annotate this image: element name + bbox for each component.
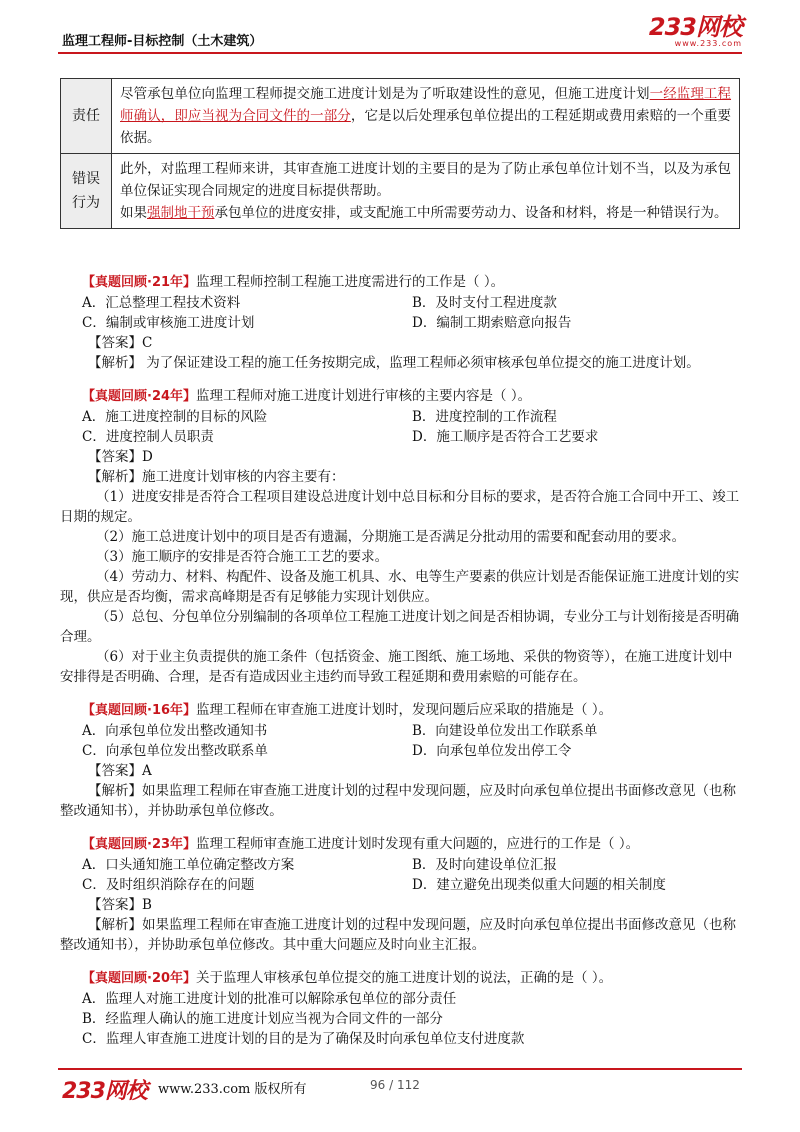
options xyxy=(82,293,742,333)
question-stem xyxy=(82,700,742,721)
stem-text: 监理工程师在审查施工进度计划时，发现问题后应采取的措施是（ ）。 xyxy=(196,702,613,718)
row-label: 责任 xyxy=(61,79,112,154)
responsibility-table xyxy=(60,78,740,229)
stem-text: 监理工程师对施工进度计划进行审核的主要内容是（ ）。 xyxy=(196,388,532,404)
options xyxy=(82,721,742,761)
analysis-point: （6）对于业主负责提供的施工条件（包括资金、施工图纸、施工场地、采供的物资等），在施工进度计划中安排得是否明确、合理，是否有造成因业主违约而导致工程延期和费用索赔的可能存在。 xyxy=(60,649,733,685)
logo-text: 233网校 xyxy=(648,13,742,41)
table-row xyxy=(61,154,740,229)
option-c: C．向承包单位发出整改联系单 xyxy=(82,743,268,759)
question-block xyxy=(60,834,742,955)
analysis-point: （4）劳动力、材料、构配件、设备及施工机具、水、电等生产要素的供应计划是否能保证施工进度计划的实现，供应是否均衡，需求高峰期是否有足够能力实现计划供应。 xyxy=(60,569,740,605)
question-stem xyxy=(82,834,742,855)
row-label xyxy=(61,154,112,229)
analysis-point: （5）总包、分包单位分别编制的各项单位工程施工进度计划之间是否相协调，专业分工与计划衔接是否明确合理。 xyxy=(60,609,740,645)
answer: 【答案】C xyxy=(88,335,153,351)
stem-text: 监理工程师审查施工进度计划时发现有重大问题的，应进行的工作是（ ）。 xyxy=(196,836,640,852)
question-stem xyxy=(82,272,742,293)
paragraph: 此外，对监理工程师来讲，其审查施工进度计划的主要目的是为了防止承包单位计划不当，以及为承包单位保证实现合同规定的进度目标提供帮助。 xyxy=(120,161,731,199)
option-d: D．建立避免出现类似重大问题的相关制度 xyxy=(412,877,666,893)
row-text xyxy=(112,154,740,229)
highlight-text: 一经监理工程师确认，即应当视为合同文件的一部分 xyxy=(120,86,732,124)
analysis-point: （3）施工顺序的安排是否符合施工工艺的要求。 xyxy=(96,549,389,565)
option-d: D．施工顺序是否符合工艺要求 xyxy=(412,429,599,445)
question-block xyxy=(82,968,742,1049)
option-b: B．及时支付工程进度款 xyxy=(412,295,557,311)
option-d: D．编制工期索赔意向报告 xyxy=(412,315,572,331)
answer: 【答案】A xyxy=(88,763,152,779)
option-b: B．经监理人确认的施工进度计划应当视为合同文件的一部分 xyxy=(82,1011,443,1027)
analysis: 【解析】 为了保证建设工程的施工任务按期完成，监理工程师必须审核承包单位提交的施工进度计划。 xyxy=(88,355,700,371)
options xyxy=(82,855,742,895)
brand-logo xyxy=(648,13,742,48)
option-b: B．进度控制的工作流程 xyxy=(412,409,557,425)
question-tag: 【真题回顾·24年】 xyxy=(82,389,197,404)
option-c: C．进度控制人员职责 xyxy=(82,429,214,445)
question-block xyxy=(60,386,742,687)
option-a: A．向承包单位发出整改通知书 xyxy=(82,723,268,739)
table-row xyxy=(61,79,740,154)
document-title: 监理工程师-目标控制（土木建筑） xyxy=(62,34,263,49)
option-a: A．汇总整理工程技术资料 xyxy=(82,295,241,311)
row-text xyxy=(112,79,740,154)
question-stem xyxy=(82,386,742,407)
text-segment: 承包单位的进度安排，或支配施工中所需要劳动力、设备和材料，将是一种错误行为。 xyxy=(214,205,728,221)
option-b: B．向建设单位发出工作联系单 xyxy=(412,723,598,739)
analysis: 【解析】如果监理工程师在审查施工进度计划的过程中发现问题，应及时向承包单位提出书面修改意见（也称整改通知书），并协助承包单位修改。其中重大问题应及时向业主汇报。 xyxy=(60,917,736,953)
option-b: B．及时向建设单位汇报 xyxy=(412,857,557,873)
question-tag: 【真题回顾·16年】 xyxy=(82,703,197,718)
stem-text: 关于监理人审核承包单位提交的施工进度计划的说法，正确的是（ ）。 xyxy=(196,970,613,986)
question-tag: 【真题回顾·20年】 xyxy=(82,971,197,986)
highlight-text: 强制地干预 xyxy=(147,205,215,221)
option-a: A．监理人对施工进度计划的批准可以解除承包单位的部分责任 xyxy=(82,991,457,1007)
page-number: 96 / 112 xyxy=(370,1078,420,1092)
label-line: 错误 xyxy=(72,171,100,187)
option-d: D．向承包单位发出停工令 xyxy=(412,743,572,759)
text-segment: 如果 xyxy=(120,205,147,221)
analysis: 【解析】如果监理工程师在审查施工进度计划的过程中发现问题，应及时向承包单位提出书面修改意见（也称整改通知书），并协助承包单位修改。 xyxy=(60,783,736,819)
analysis-point: （1）进度安排是否符合工程项目建设总进度计划中总目标和分目标的要求，是否符合施工合同中开工、竣工日期的规定。 xyxy=(60,489,740,525)
analysis: 【解析】施工进度计划审核的内容主要有： xyxy=(88,469,345,485)
answer: 【答案】D xyxy=(88,449,153,465)
question-tag: 【真题回顾·23年】 xyxy=(82,837,197,852)
question-block xyxy=(82,272,742,373)
analysis-point: （2）施工总进度计划中的项目是否有遗漏，分期施工是否满足分批动用的需要和配套动用的要求。 xyxy=(96,529,686,545)
paragraph xyxy=(120,202,731,224)
stem-text: 监理工程师控制工程施工进度需进行的工作是（ ）。 xyxy=(196,274,505,290)
footer-logo: 233网校 xyxy=(62,1079,147,1104)
logo-url: www.233.com xyxy=(674,39,742,48)
options xyxy=(82,407,742,447)
question-block xyxy=(60,700,742,821)
option-a: A．施工进度控制的目标的风险 xyxy=(82,409,268,425)
question-stem xyxy=(82,968,742,989)
text-segment: ，它是以后处理承包单位提出的工程延期或费用索赔的一个重要依据。 xyxy=(120,108,732,146)
option-c: C．及时组织消除存在的问题 xyxy=(82,877,255,893)
label-line: 行为 xyxy=(72,195,100,211)
answer: 【答案】B xyxy=(88,897,152,913)
option-c: C．监理人审查施工进度计划的目的是为了确保及时向承包单位支付进度款 xyxy=(82,1031,525,1047)
questions-section xyxy=(60,272,742,1062)
footer-divider xyxy=(58,1068,742,1070)
copyright-text: www.233.com 版权所有 xyxy=(158,1082,307,1097)
question-tag: 【真题回顾·21年】 xyxy=(82,275,197,290)
option-c: C．编制或审核施工进度计划 xyxy=(82,315,255,331)
option-a: A．口头通知施工单位确定整改方案 xyxy=(82,857,295,873)
text-segment: 尽管承包单位向监理工程师提交施工进度计划是为了听取建设性的意见，但施工进度计划 xyxy=(120,86,650,102)
header-divider xyxy=(58,52,742,54)
